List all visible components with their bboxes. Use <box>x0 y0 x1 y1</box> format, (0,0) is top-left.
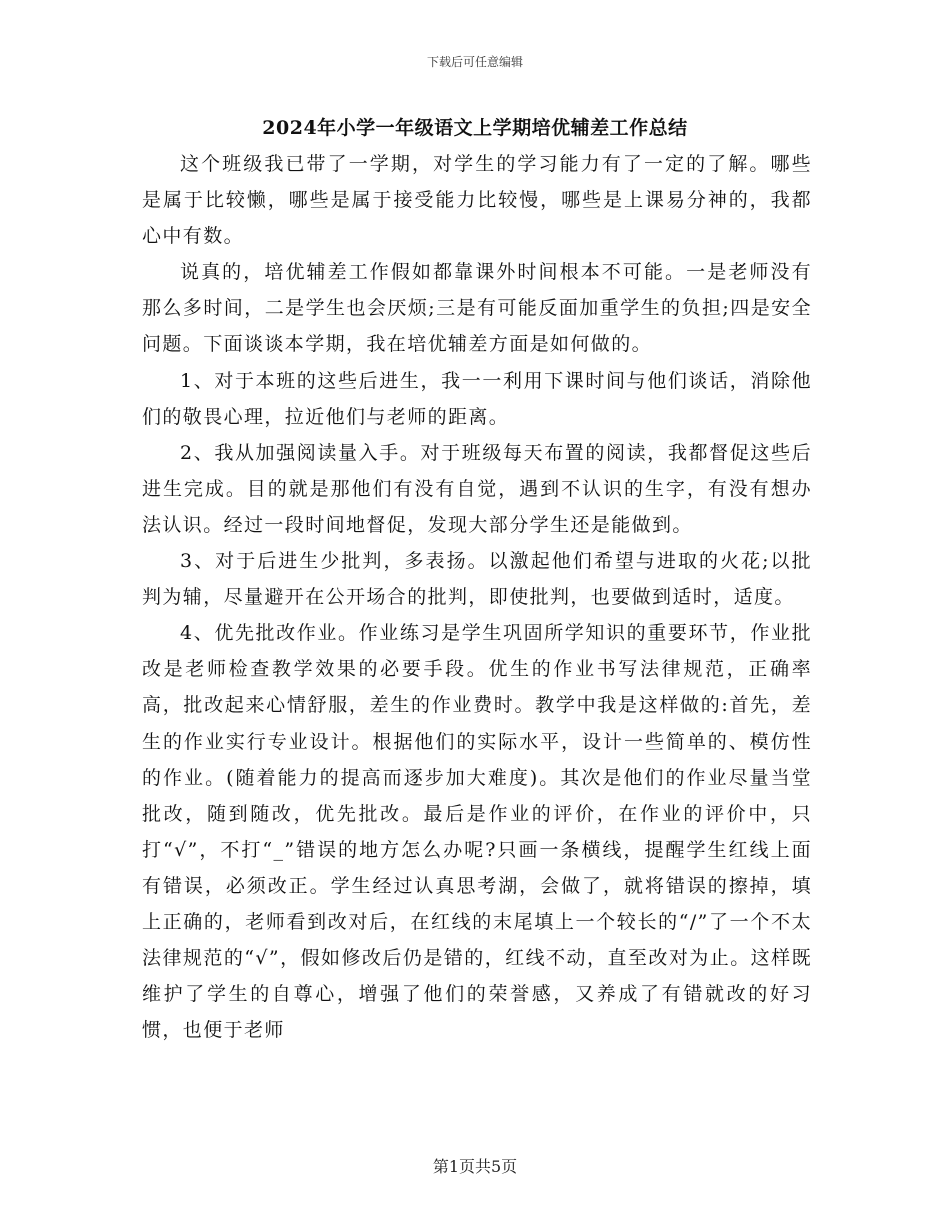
paragraph-1: 这个班级我已带了一学期，对学生的学习能力有了一定的了解。哪些是属于比较懒，哪些是属于接受能力比较慢，哪些是上课易分神的，我都心中有数。 <box>142 153 812 248</box>
paragraph-5: 3、对于后进生少批判，多表扬。以激起他们希望与进取的火花;以批判为辅，尽量避开在公开场合的批判，即使批判，也要做到适时，适度。 <box>142 550 812 609</box>
paragraph-6: 4、优先批改作业。作业练习是学生巩固所学知识的重要环节，作业批改是老师检查教学效果的必要手段。优生的作业书写法律规范，正确率高，批改起来心情舒服，差生的作业费时。教学中我是这样做的:首先，差生的作业实行专业设计。根据他们的实际水平，设计一些简单的、模仿性的作业。(随着能力的提高而逐步加大难度)。其次是他们的作业尽量当堂批改，随到随改，优先批改。最后是作业的评价，在作业的评价中，只打“√”，不打“_”错误的地方怎么办呢?只画一条横线，提醒学生红线上面有错误，必须改正。学生经过认真思考湖，会做了，就将错误的擦掉，填上正确的，老师看到改对后，在红线的末尾填上一个较长的“/”了一个不太法律规范的“√”，假如修改后仍是错的，红线不动，直至改对为止。这样既维护了学生的自尊心，增强了他们的荣誉感，又养成了有错就改的好习惯，也便于老师 <box>142 622 812 1042</box>
page-header-note: 下载后可任意编辑 <box>426 55 523 69</box>
paragraph-2: 说真的，培优辅差工作假如都靠课外时间根本不可能。一是老师没有那么多时间，二是学生也会厌烦;三是有可能反面加重学生的负担;四是安全问题。下面谈谈本学期，我在培优辅差方面是如何做的。 <box>142 261 812 356</box>
page-number: 第1页共5页 <box>432 1157 518 1176</box>
document-title: 2024年小学一年级语文上学期培优辅差工作总结 <box>262 117 688 139</box>
paragraph-4: 2、我从加强阅读量入手。对于班级每天布置的阅读，我都督促这些后进生完成。目的就是那他们有没有自觉，遇到不认识的生字，有没有想办法认识。经过一段时间地督促，发现大部分学生还是能做到。 <box>142 441 812 536</box>
document-body <box>142 146 812 1048</box>
paragraph-3: 1、对于本班的这些后进生，我一一利用下课时间与他们谈话，消除他们的敬畏心理，拉近他们与老师的距离。 <box>142 369 812 428</box>
